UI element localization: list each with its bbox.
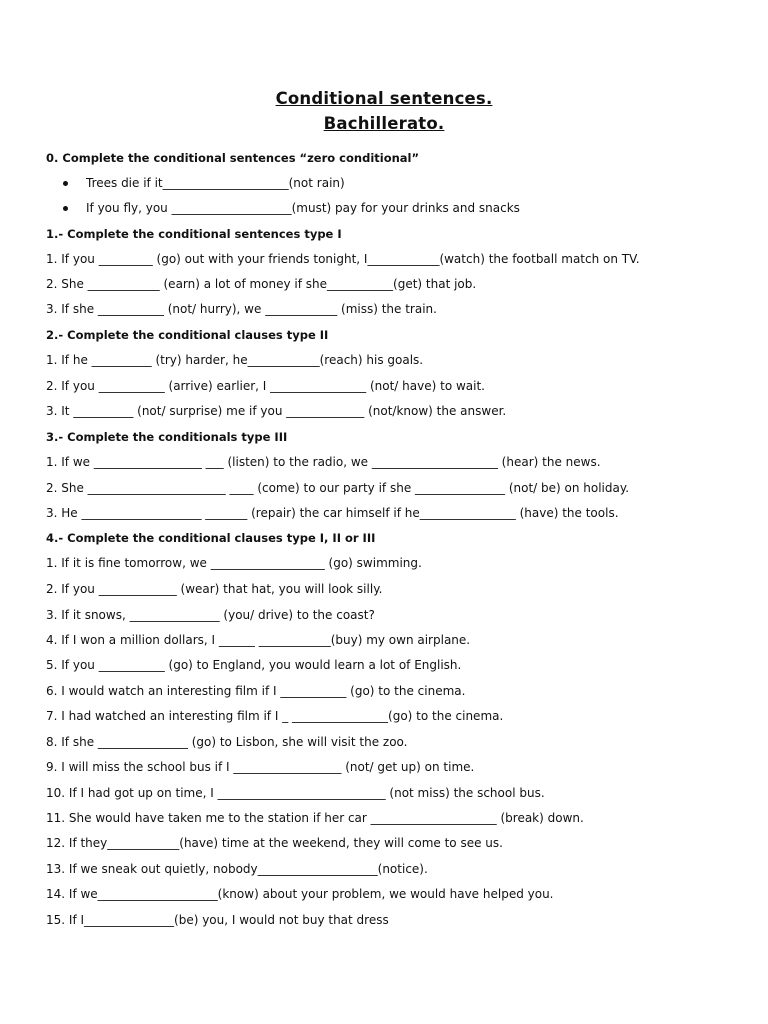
- exercise-item: 3. If she ___________ (not/ hurry), we ____________ (miss) the train.: [46, 302, 437, 316]
- exercise-item: If you fly, you ____________________(must) pay for your drinks and snacks: [86, 201, 520, 215]
- exercise-item: Trees die if it_____________________(not rain): [86, 176, 345, 190]
- exercise-item: 6. I would watch an interesting film if I ___________ (go) to the cinema.: [46, 684, 466, 698]
- exercise-item: 2. If you ___________ (arrive) earlier, I ________________ (not/ have) to wait.: [46, 379, 485, 393]
- exercise-item: 3. If it snows, _______________ (you/ drive) to the coast?: [46, 608, 375, 622]
- page-title: Conditional sentences.: [275, 89, 493, 108]
- exercise-item: 5. If you ___________ (go) to England, you would learn a lot of English.: [46, 658, 462, 672]
- exercise-item: 7. I had watched an interesting film if I _ ________________(go) to the cinema.: [46, 709, 504, 723]
- exercise-item: 14. If we____________________(know) about your problem, we would have helped you.: [46, 887, 554, 901]
- page-subtitle: Bachillerato.: [323, 114, 445, 133]
- section-heading-0: 0. Complete the conditional sentences “zero conditional”: [46, 151, 420, 165]
- section-heading-4: 4.- Complete the conditional clauses type I, II or III: [46, 531, 376, 545]
- exercise-item: 10. If I had got up on time, I ____________________________ (not miss) the school bus.: [46, 786, 545, 800]
- exercise-item: 12. If they____________(have) time at the weekend, they will come to see us.: [46, 836, 503, 850]
- exercise-item: 1. If he __________ (try) harder, he____________(reach) his goals.: [46, 353, 424, 367]
- exercise-item: 9. I will miss the school bus if I __________________ (not/ get up) on time.: [46, 760, 475, 774]
- exercise-item: 1. If you _________ (go) out with your friends tonight, I____________(watch) the football match on TV.: [46, 252, 640, 266]
- exercise-item: 2. She _______________________ ____ (come) to our party if she _______________ (not/ be) on holiday.: [46, 481, 630, 495]
- exercise-item: 2. She ____________ (earn) a lot of money if she___________(get) that job.: [46, 277, 477, 291]
- exercise-item: 13. If we sneak out quietly, nobody____________________(notice).: [46, 862, 428, 876]
- exercise-item: 3. It __________ (not/ surprise) me if you _____________ (not/know) the answer.: [46, 404, 507, 418]
- section-heading-2: 2.- Complete the conditional clauses type II: [46, 328, 329, 342]
- exercise-item: 15. If I_______________(be) you, I would not buy that dress: [46, 913, 389, 927]
- bullet-icon: [63, 181, 68, 186]
- exercise-item: 2. If you _____________ (wear) that hat, you will look silly.: [46, 582, 383, 596]
- exercise-item: 1. If it is fine tomorrow, we ___________________ (go) swimming.: [46, 556, 422, 570]
- bullet-icon: [63, 206, 68, 211]
- exercise-item: 4. If I won a million dollars, I ______ ____________(buy) my own airplane.: [46, 633, 471, 647]
- exercise-item: 8. If she _______________ (go) to Lisbon, she will visit the zoo.: [46, 735, 408, 749]
- exercise-item: 11. She would have taken me to the station if her car _____________________ (break) down.: [46, 811, 584, 825]
- section-heading-3: 3.- Complete the conditionals type III: [46, 430, 288, 444]
- section-heading-1: 1.- Complete the conditional sentences type I: [46, 227, 342, 241]
- exercise-item: 1. If we __________________ ___ (listen) to the radio, we _____________________ (hear) the news.: [46, 455, 601, 469]
- exercise-item: 3. He ____________________ _______ (repair) the car himself if he________________ (have) the tools.: [46, 506, 619, 520]
